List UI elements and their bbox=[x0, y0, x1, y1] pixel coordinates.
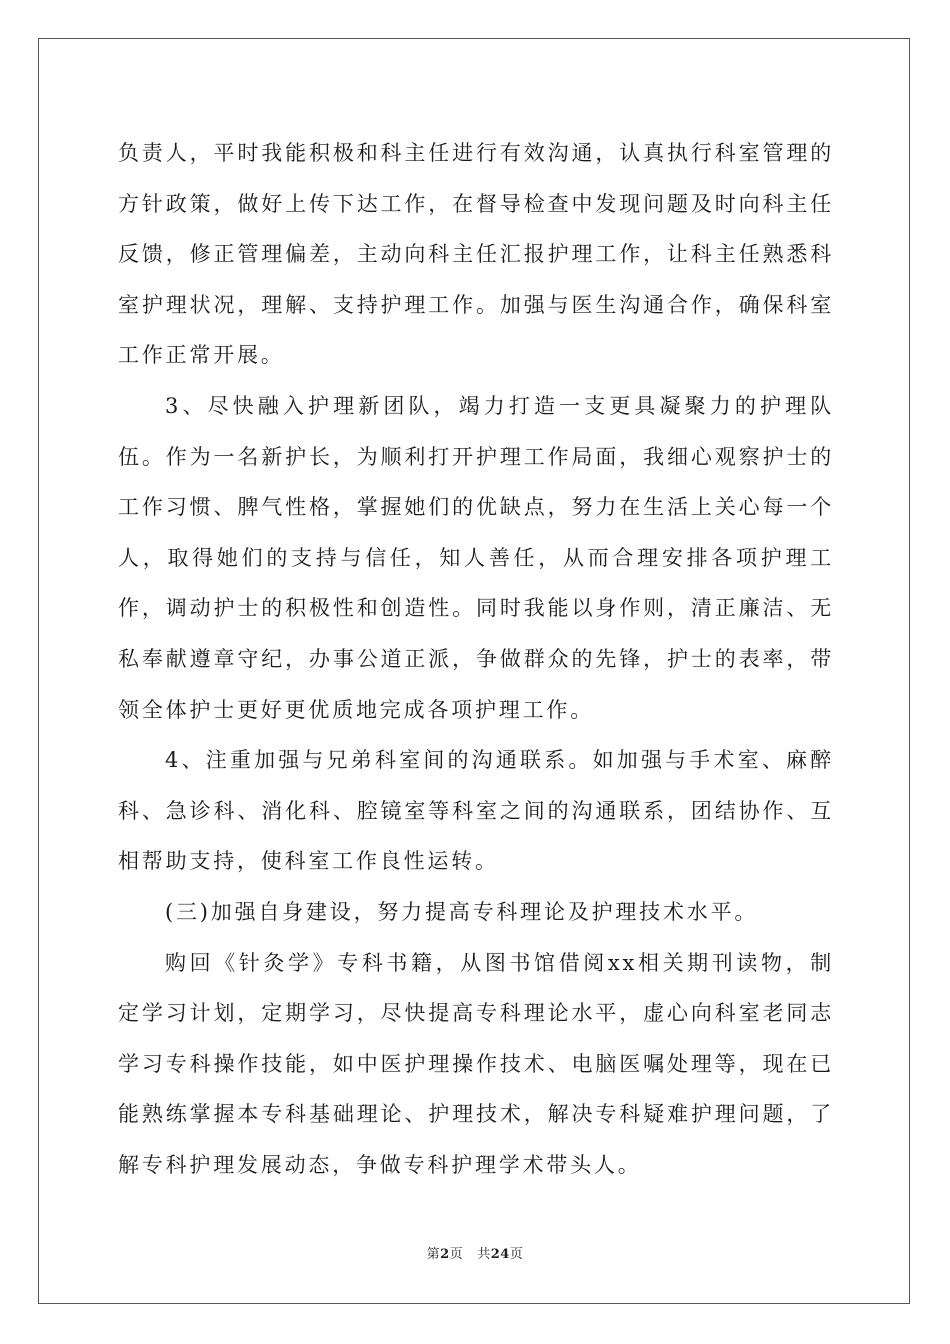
page-footer bbox=[0, 1243, 950, 1262]
paragraph-2: 3、尽快融入护理新团队，竭力打造一支更具凝聚力的护理队伍。作为一名新护长，为顺利打开护理工作局面，我细心观察护士的工作习惯、脾气性格，掌握她们的优缺点，努力在生活上关心每一个人，取得她们的支持与信任，知人善任，从而合理安排各项护理工作，调动护士的积极性和创造性。同时我能以身作则，清正廉洁、无私奉献遵章守纪，办事公道正派，争做群众的先锋，护士的表率，带领全体护士更好更优质地完成各项护理工作。 bbox=[118, 393, 834, 722]
paragraph-1: 负责人，平时我能积极和科主任进行有效沟通，认真执行科室管理的方针政策，做好上传下达工作，在督导检查中发现问题及时向科主任反馈，修正管理偏差，主动向科主任汇报护理工作，让科主任熟悉科室护理状况，理解、支持护理工作。加强与医生沟通合作，确保科室工作正常开展。 bbox=[118, 141, 834, 368]
paragraph-5: 购回《针灸学》专科书籍，从图书馆借阅xx相关期刊读物，制定学习计划，定期学习，尽快提高专科理论水平，虚心向科室老同志学习专科操作技能，如中医护理操作技术、电脑医嘱处理等，现在已能熟练掌握本专科基础理论、护理技术，解决专科疑难护理问题，了解专科护理发展动态，争做专科护理学术带头人。 bbox=[118, 950, 834, 1177]
total-prefix: 共 bbox=[477, 1247, 491, 1262]
paragraph-3: 4、注重加强与兄弟科室间的沟通联系。如加强与手术室、麻醉科、急诊科、消化科、腔镜室等科室之间的沟通联系，团结协作、互相帮助支持，使科室工作良性运转。 bbox=[118, 748, 834, 874]
document-body bbox=[118, 128, 834, 1190]
total-pages: 24 bbox=[490, 1247, 510, 1262]
total-suffix: 页 bbox=[509, 1247, 524, 1262]
page-suffix: 页 bbox=[449, 1247, 464, 1262]
page-prefix: 第 bbox=[426, 1247, 441, 1262]
page-number: 2 bbox=[440, 1247, 450, 1262]
section-heading: (三)加强自身建设，努力提高专科理论及护理技术水平。 bbox=[165, 899, 759, 924]
